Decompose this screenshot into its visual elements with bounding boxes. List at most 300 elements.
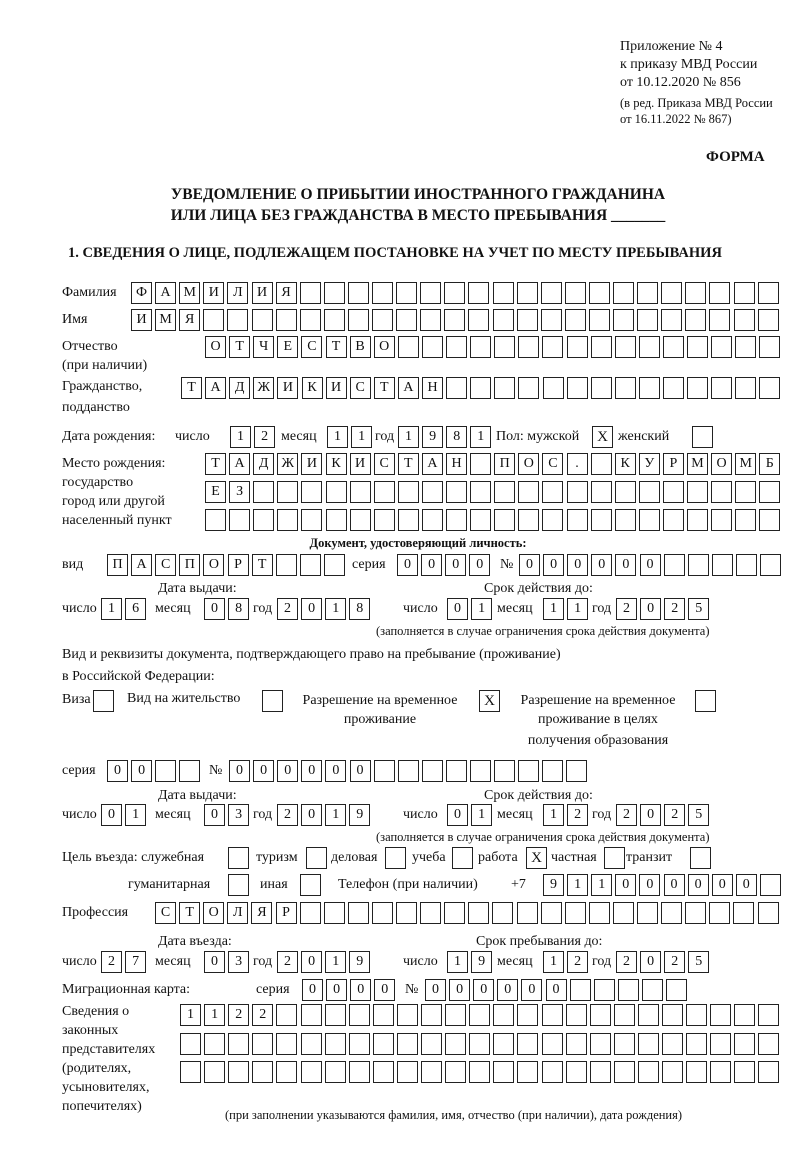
char-box[interactable] (446, 481, 467, 503)
char-box[interactable]: М (155, 309, 176, 331)
char-box[interactable]: С (374, 453, 395, 475)
char-box[interactable] (758, 1004, 779, 1026)
char-box[interactable] (591, 481, 612, 503)
char-box[interactable] (711, 377, 732, 399)
char-box[interactable]: 1 (180, 1004, 201, 1026)
char-box[interactable] (666, 979, 687, 1001)
char-box[interactable] (664, 554, 685, 576)
char-box[interactable] (734, 1033, 755, 1055)
purpose-transit-checkbox[interactable] (690, 847, 711, 869)
char-box[interactable] (374, 760, 395, 782)
char-box[interactable]: 2 (254, 426, 275, 448)
char-box[interactable]: 1 (325, 951, 346, 973)
char-box[interactable]: С (155, 902, 176, 924)
char-box[interactable] (663, 377, 684, 399)
char-box[interactable] (422, 760, 443, 782)
char-box[interactable] (570, 979, 591, 1001)
char-box[interactable] (420, 902, 441, 924)
char-box[interactable]: 0 (229, 760, 250, 782)
char-box[interactable] (468, 282, 489, 304)
char-box[interactable] (422, 481, 443, 503)
char-box[interactable] (300, 554, 321, 576)
char-box[interactable] (613, 309, 634, 331)
char-box[interactable] (661, 282, 682, 304)
char-box[interactable] (205, 509, 226, 531)
char-box[interactable]: 0 (131, 760, 152, 782)
char-box[interactable]: 9 (422, 426, 443, 448)
char-box[interactable] (614, 1004, 635, 1026)
char-box[interactable]: Т (398, 453, 419, 475)
char-box[interactable]: 6 (125, 598, 146, 620)
char-box[interactable] (470, 453, 491, 475)
char-box[interactable]: 8 (228, 598, 249, 620)
char-box[interactable]: 9 (543, 874, 564, 896)
char-box[interactable]: 1 (230, 426, 251, 448)
char-box[interactable]: 0 (712, 874, 733, 896)
char-box[interactable] (542, 1033, 563, 1055)
char-box[interactable] (444, 902, 465, 924)
char-box[interactable]: 2 (277, 804, 298, 826)
char-box[interactable]: 1 (204, 1004, 225, 1026)
char-box[interactable] (518, 336, 539, 358)
char-box[interactable]: Я (276, 282, 297, 304)
char-box[interactable]: 1 (398, 426, 419, 448)
char-box[interactable] (445, 1061, 466, 1083)
char-box[interactable] (566, 1033, 587, 1055)
char-box[interactable] (712, 554, 733, 576)
char-box[interactable] (517, 1033, 538, 1055)
char-box[interactable]: 0 (301, 951, 322, 973)
char-box[interactable]: М (687, 453, 708, 475)
char-box[interactable]: 2 (664, 804, 685, 826)
char-box[interactable] (493, 1004, 514, 1026)
purpose-work-checkbox[interactable]: X (526, 847, 547, 869)
char-box[interactable] (710, 1004, 731, 1026)
char-box[interactable] (710, 1033, 731, 1055)
char-box[interactable] (518, 377, 539, 399)
char-box[interactable] (639, 509, 660, 531)
char-box[interactable] (494, 509, 515, 531)
char-box[interactable] (326, 481, 347, 503)
char-box[interactable]: Т (181, 377, 202, 399)
char-box[interactable]: 0 (350, 979, 371, 1001)
char-box[interactable] (470, 509, 491, 531)
char-box[interactable]: Р (663, 453, 684, 475)
char-box[interactable] (639, 336, 660, 358)
char-box[interactable] (734, 309, 755, 331)
char-box[interactable]: 0 (301, 804, 322, 826)
char-box[interactable]: 1 (125, 804, 146, 826)
char-box[interactable] (589, 282, 610, 304)
char-box[interactable] (591, 509, 612, 531)
char-box[interactable] (420, 282, 441, 304)
char-box[interactable]: Л (227, 902, 248, 924)
purpose-service-checkbox[interactable] (228, 847, 249, 869)
char-box[interactable]: 1 (325, 598, 346, 620)
char-box[interactable]: 2 (616, 951, 637, 973)
char-box[interactable] (709, 902, 730, 924)
sex-female-checkbox[interactable] (692, 426, 713, 448)
char-box[interactable]: 0 (469, 554, 490, 576)
char-box[interactable]: 2 (664, 951, 685, 973)
char-box[interactable] (759, 509, 780, 531)
char-box[interactable] (494, 336, 515, 358)
char-box[interactable]: 0 (301, 760, 322, 782)
char-box[interactable] (422, 509, 443, 531)
char-box[interactable]: М (179, 282, 200, 304)
char-box[interactable] (228, 1033, 249, 1055)
char-box[interactable]: 0 (374, 979, 395, 1001)
char-box[interactable]: 1 (567, 598, 588, 620)
char-box[interactable]: А (229, 453, 250, 475)
edu-residence-checkbox[interactable] (695, 690, 716, 712)
char-box[interactable]: 3 (228, 804, 249, 826)
char-box[interactable] (469, 1033, 490, 1055)
char-box[interactable]: В (350, 336, 371, 358)
char-box[interactable] (180, 1061, 201, 1083)
char-box[interactable]: 0 (736, 874, 757, 896)
char-box[interactable] (518, 760, 539, 782)
char-box[interactable] (663, 336, 684, 358)
char-box[interactable]: 2 (228, 1004, 249, 1026)
char-box[interactable] (422, 336, 443, 358)
char-box[interactable]: С (155, 554, 176, 576)
char-box[interactable]: А (131, 554, 152, 576)
char-box[interactable] (276, 1004, 297, 1026)
char-box[interactable]: 1 (471, 598, 492, 620)
char-box[interactable] (760, 554, 781, 576)
char-box[interactable] (325, 1033, 346, 1055)
char-box[interactable] (615, 509, 636, 531)
char-box[interactable] (758, 309, 779, 331)
char-box[interactable] (613, 902, 634, 924)
char-box[interactable] (350, 509, 371, 531)
char-box[interactable] (204, 1033, 225, 1055)
char-box[interactable]: П (494, 453, 515, 475)
char-box[interactable]: 8 (446, 426, 467, 448)
char-box[interactable] (517, 1004, 538, 1026)
char-box[interactable]: А (155, 282, 176, 304)
char-box[interactable] (638, 1004, 659, 1026)
char-box[interactable] (662, 1033, 683, 1055)
char-box[interactable] (372, 902, 393, 924)
char-box[interactable]: 0 (473, 979, 494, 1001)
char-box[interactable] (639, 377, 660, 399)
char-box[interactable]: О (205, 336, 226, 358)
char-box[interactable] (566, 1004, 587, 1026)
char-box[interactable]: 0 (688, 874, 709, 896)
char-box[interactable]: 3 (228, 951, 249, 973)
char-box[interactable] (349, 1061, 370, 1083)
char-box[interactable] (685, 309, 706, 331)
char-box[interactable]: 0 (277, 760, 298, 782)
char-box[interactable]: 1 (325, 804, 346, 826)
char-box[interactable] (252, 309, 273, 331)
char-box[interactable] (277, 481, 298, 503)
char-box[interactable] (736, 554, 757, 576)
char-box[interactable] (613, 282, 634, 304)
purpose-other-checkbox[interactable] (300, 874, 321, 896)
char-box[interactable]: 9 (349, 951, 370, 973)
char-box[interactable] (374, 509, 395, 531)
char-box[interactable] (589, 309, 610, 331)
char-box[interactable] (614, 1061, 635, 1083)
char-box[interactable]: Т (374, 377, 395, 399)
char-box[interactable] (494, 377, 515, 399)
char-box[interactable]: Е (277, 336, 298, 358)
char-box[interactable] (372, 309, 393, 331)
char-box[interactable] (398, 760, 419, 782)
char-box[interactable] (276, 309, 297, 331)
char-box[interactable] (204, 1061, 225, 1083)
char-box[interactable]: 0 (567, 554, 588, 576)
char-box[interactable]: О (203, 902, 224, 924)
char-box[interactable] (711, 336, 732, 358)
char-box[interactable] (662, 1061, 683, 1083)
char-box[interactable]: 1 (543, 598, 564, 620)
char-box[interactable] (348, 282, 369, 304)
char-box[interactable] (398, 509, 419, 531)
char-box[interactable]: 0 (639, 874, 660, 896)
char-box[interactable] (468, 309, 489, 331)
char-box[interactable] (661, 902, 682, 924)
char-box[interactable] (493, 1033, 514, 1055)
char-box[interactable]: 9 (349, 804, 370, 826)
char-box[interactable]: 9 (471, 951, 492, 973)
char-box[interactable] (567, 377, 588, 399)
char-box[interactable]: 1 (543, 951, 564, 973)
char-box[interactable] (396, 902, 417, 924)
char-box[interactable]: 0 (591, 554, 612, 576)
char-box[interactable] (468, 902, 489, 924)
char-box[interactable] (445, 1004, 466, 1026)
char-box[interactable] (759, 336, 780, 358)
temp-residence-checkbox[interactable]: X (479, 690, 500, 712)
char-box[interactable]: У (639, 453, 660, 475)
sex-male-checkbox[interactable]: X (592, 426, 613, 448)
char-box[interactable] (324, 309, 345, 331)
char-box[interactable]: 0 (615, 554, 636, 576)
char-box[interactable] (179, 760, 200, 782)
char-box[interactable]: Т (252, 554, 273, 576)
char-box[interactable] (566, 1061, 587, 1083)
char-box[interactable]: 1 (351, 426, 372, 448)
purpose-tourism-checkbox[interactable] (306, 847, 327, 869)
char-box[interactable]: 0 (497, 979, 518, 1001)
char-box[interactable]: 0 (664, 874, 685, 896)
char-box[interactable] (590, 1004, 611, 1026)
char-box[interactable]: 0 (447, 804, 468, 826)
residence-checkbox[interactable] (262, 690, 283, 712)
char-box[interactable]: Ф (131, 282, 152, 304)
char-box[interactable] (301, 1004, 322, 1026)
char-box[interactable]: 8 (349, 598, 370, 620)
char-box[interactable]: И (131, 309, 152, 331)
char-box[interactable]: 0 (543, 554, 564, 576)
char-box[interactable] (542, 481, 563, 503)
char-box[interactable]: 2 (567, 804, 588, 826)
char-box[interactable] (759, 377, 780, 399)
char-box[interactable]: 0 (204, 951, 225, 973)
purpose-private-checkbox[interactable] (604, 847, 625, 869)
char-box[interactable] (758, 1061, 779, 1083)
char-box[interactable] (446, 509, 467, 531)
char-box[interactable] (709, 309, 730, 331)
char-box[interactable] (711, 509, 732, 531)
char-box[interactable] (276, 554, 297, 576)
char-box[interactable] (637, 309, 658, 331)
char-box[interactable] (517, 282, 538, 304)
char-box[interactable] (663, 509, 684, 531)
char-box[interactable] (591, 377, 612, 399)
char-box[interactable] (252, 1061, 273, 1083)
char-box[interactable]: Ч (253, 336, 274, 358)
char-box[interactable]: Ж (277, 453, 298, 475)
char-box[interactable] (687, 481, 708, 503)
char-box[interactable]: И (350, 453, 371, 475)
char-box[interactable]: 1 (101, 598, 122, 620)
char-box[interactable] (325, 1004, 346, 1026)
char-box[interactable]: 0 (101, 804, 122, 826)
char-box[interactable]: И (277, 377, 298, 399)
char-box[interactable] (373, 1033, 394, 1055)
char-box[interactable]: 0 (640, 598, 661, 620)
char-box[interactable] (591, 453, 612, 475)
char-box[interactable] (300, 282, 321, 304)
char-box[interactable]: 1 (471, 804, 492, 826)
char-box[interactable]: Р (276, 902, 297, 924)
char-box[interactable] (542, 509, 563, 531)
char-box[interactable]: 0 (107, 760, 128, 782)
char-box[interactable] (396, 282, 417, 304)
char-box[interactable] (446, 377, 467, 399)
purpose-humanitarian-checkbox[interactable] (228, 874, 249, 896)
char-box[interactable] (517, 902, 538, 924)
char-box[interactable] (590, 1033, 611, 1055)
char-box[interactable] (543, 377, 564, 399)
char-box[interactable] (759, 481, 780, 503)
char-box[interactable] (470, 760, 491, 782)
char-box[interactable]: 5 (688, 951, 709, 973)
char-box[interactable]: 1 (327, 426, 348, 448)
char-box[interactable] (227, 309, 248, 331)
char-box[interactable] (541, 309, 562, 331)
char-box[interactable]: 0 (397, 554, 418, 576)
char-box[interactable] (180, 1033, 201, 1055)
char-box[interactable] (615, 481, 636, 503)
char-box[interactable] (709, 282, 730, 304)
purpose-business-checkbox[interactable] (385, 847, 406, 869)
char-box[interactable] (492, 902, 513, 924)
char-box[interactable] (470, 481, 491, 503)
char-box[interactable] (517, 309, 538, 331)
char-box[interactable]: 0 (301, 598, 322, 620)
char-box[interactable]: Д (229, 377, 250, 399)
char-box[interactable] (374, 481, 395, 503)
char-box[interactable]: 0 (421, 554, 442, 576)
char-box[interactable] (421, 1033, 442, 1055)
char-box[interactable] (397, 1061, 418, 1083)
char-box[interactable] (758, 1033, 779, 1055)
char-box[interactable]: 0 (204, 804, 225, 826)
char-box[interactable] (686, 1004, 707, 1026)
char-box[interactable] (642, 979, 663, 1001)
char-box[interactable] (493, 309, 514, 331)
char-box[interactable] (686, 1033, 707, 1055)
char-box[interactable] (565, 902, 586, 924)
char-box[interactable] (734, 1004, 755, 1026)
char-box[interactable] (469, 1061, 490, 1083)
char-box[interactable] (686, 1061, 707, 1083)
char-box[interactable]: 0 (449, 979, 470, 1001)
char-box[interactable] (493, 1061, 514, 1083)
char-box[interactable] (203, 309, 224, 331)
char-box[interactable]: 0 (253, 760, 274, 782)
char-box[interactable] (445, 1033, 466, 1055)
char-box[interactable] (301, 1061, 322, 1083)
char-box[interactable] (733, 902, 754, 924)
char-box[interactable]: 0 (425, 979, 446, 1001)
char-box[interactable]: Р (228, 554, 249, 576)
char-box[interactable] (735, 377, 756, 399)
char-box[interactable] (398, 481, 419, 503)
char-box[interactable]: 1 (591, 874, 612, 896)
char-box[interactable] (687, 377, 708, 399)
char-box[interactable] (252, 1033, 273, 1055)
char-box[interactable] (687, 336, 708, 358)
char-box[interactable]: 0 (445, 554, 466, 576)
char-box[interactable]: Я (251, 902, 272, 924)
char-box[interactable] (638, 1033, 659, 1055)
char-box[interactable]: С (542, 453, 563, 475)
char-box[interactable]: Д (253, 453, 274, 475)
char-box[interactable] (444, 282, 465, 304)
char-box[interactable] (446, 336, 467, 358)
char-box[interactable] (661, 309, 682, 331)
char-box[interactable] (444, 309, 465, 331)
purpose-study-checkbox[interactable] (452, 847, 473, 869)
char-box[interactable]: П (179, 554, 200, 576)
char-box[interactable] (734, 1061, 755, 1083)
char-box[interactable] (253, 481, 274, 503)
char-box[interactable]: 0 (350, 760, 371, 782)
char-box[interactable] (542, 760, 563, 782)
char-box[interactable] (398, 336, 419, 358)
char-box[interactable] (662, 1004, 683, 1026)
char-box[interactable] (446, 760, 467, 782)
char-box[interactable] (589, 902, 610, 924)
char-box[interactable]: 0 (546, 979, 567, 1001)
char-box[interactable]: И (301, 453, 322, 475)
char-box[interactable]: 1 (447, 951, 468, 973)
char-box[interactable] (155, 760, 176, 782)
char-box[interactable] (494, 481, 515, 503)
char-box[interactable]: О (374, 336, 395, 358)
char-box[interactable] (229, 509, 250, 531)
char-box[interactable]: С (350, 377, 371, 399)
char-box[interactable] (348, 309, 369, 331)
char-box[interactable] (567, 509, 588, 531)
char-box[interactable]: 7 (125, 951, 146, 973)
char-box[interactable]: Л (227, 282, 248, 304)
char-box[interactable] (517, 1061, 538, 1083)
char-box[interactable]: 0 (326, 979, 347, 1001)
char-box[interactable]: 5 (688, 804, 709, 826)
char-box[interactable]: 2 (101, 951, 122, 973)
char-box[interactable]: З (229, 481, 250, 503)
char-box[interactable]: 0 (302, 979, 323, 1001)
char-box[interactable]: 0 (204, 598, 225, 620)
